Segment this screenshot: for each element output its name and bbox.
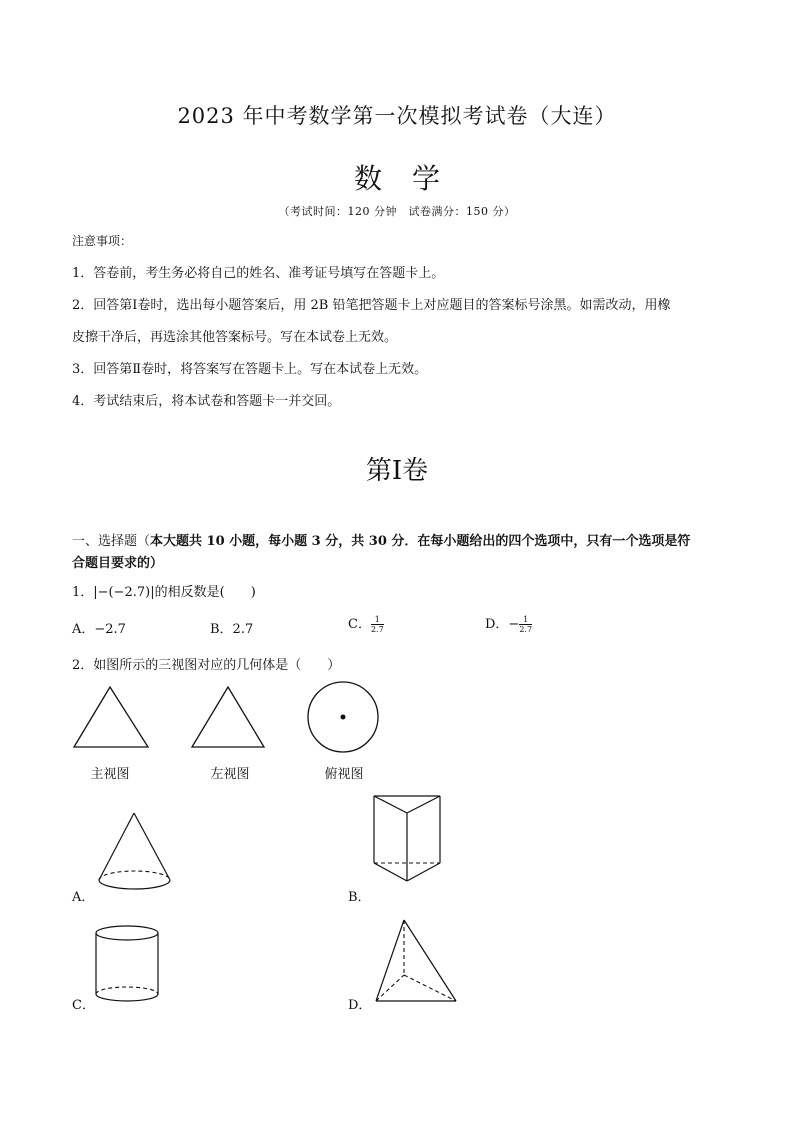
- notice-item-3: 3．回答第Ⅱ卷时，将答案写在答题卡上。写在本试卷上无效。: [72, 362, 428, 377]
- q2-stem: 2．如图所示的三视图对应的几何体是（ ）: [72, 658, 341, 673]
- subject-title: 数学: [353, 162, 470, 195]
- notice-heading: 注意事项：: [72, 234, 133, 248]
- front-view-triangle: [70, 685, 152, 751]
- q1-option-b: B．2.7: [210, 622, 254, 637]
- q1-option-c-label: C．: [348, 617, 371, 632]
- q1-option-c: [348, 613, 384, 634]
- fraction-numerator: 1: [523, 615, 529, 624]
- q1-option-a: A．−2.7: [72, 622, 126, 637]
- prism-figure: [372, 793, 444, 885]
- q1-option-d: [485, 613, 532, 634]
- q2-option-b: B．: [348, 890, 371, 905]
- cone-figure: [94, 810, 178, 896]
- top-view-label: 俯视图: [324, 767, 364, 782]
- exam-title: 2023 年中考数学第一次模拟考试卷（大连）: [177, 104, 617, 128]
- fraction-denominator: 2.7: [519, 625, 533, 634]
- notice-item-4: 4．考试结束后，将本试卷和答题卡一并交回。: [72, 394, 341, 409]
- notice-item-2: 2．回答第Ⅰ卷时，选出每小题答案后，用 2B 铅笔把答题卡上对应题目的答案标号涂黑。如需改动，用橡: [72, 298, 671, 313]
- section-heading-bold: 本大题共 10 小题，每小题 3 分，共 30 分．在每小题给出的四个选项中，只有一个选项是符: [150, 534, 691, 549]
- cylinder-figure: [94, 924, 162, 1006]
- q1-option-c-fraction: [371, 615, 384, 634]
- q1-option-d-fraction: [519, 615, 532, 634]
- q2-option-a: A．: [72, 890, 95, 905]
- notice-item-2-cont: 皮擦干净后，再选涂其他答案标号。写在本试卷上无效。: [72, 330, 398, 345]
- volume-title: 第Ⅰ卷: [365, 456, 429, 486]
- q2-option-d: D．: [348, 998, 372, 1013]
- front-view-label: 主视图: [90, 767, 130, 782]
- section-heading-prefix: 一、选择题（: [72, 534, 151, 549]
- tetrahedron-figure: [372, 917, 462, 1007]
- fraction-denominator: 2.7: [370, 625, 384, 634]
- section-heading: [72, 530, 732, 549]
- top-view-circle: [305, 680, 383, 756]
- q2-option-c: C．: [72, 998, 95, 1013]
- side-view-triangle: [188, 685, 270, 751]
- side-view-label: 左视图: [210, 767, 250, 782]
- exam-info: （考试时间：120 分钟 试卷满分：150 分）: [278, 205, 516, 218]
- fraction-numerator: 1: [374, 615, 380, 624]
- q1-stem: 1．|−(−2.7)|的相反数是( ): [72, 585, 256, 600]
- notice-item-1: 1．答卷前，考生务必将自己的姓名、准考证号填写在答题卡上。: [72, 266, 445, 281]
- section-heading-line2: 合题目要求的）: [72, 556, 164, 571]
- q1-option-d-label: D．−: [485, 617, 520, 632]
